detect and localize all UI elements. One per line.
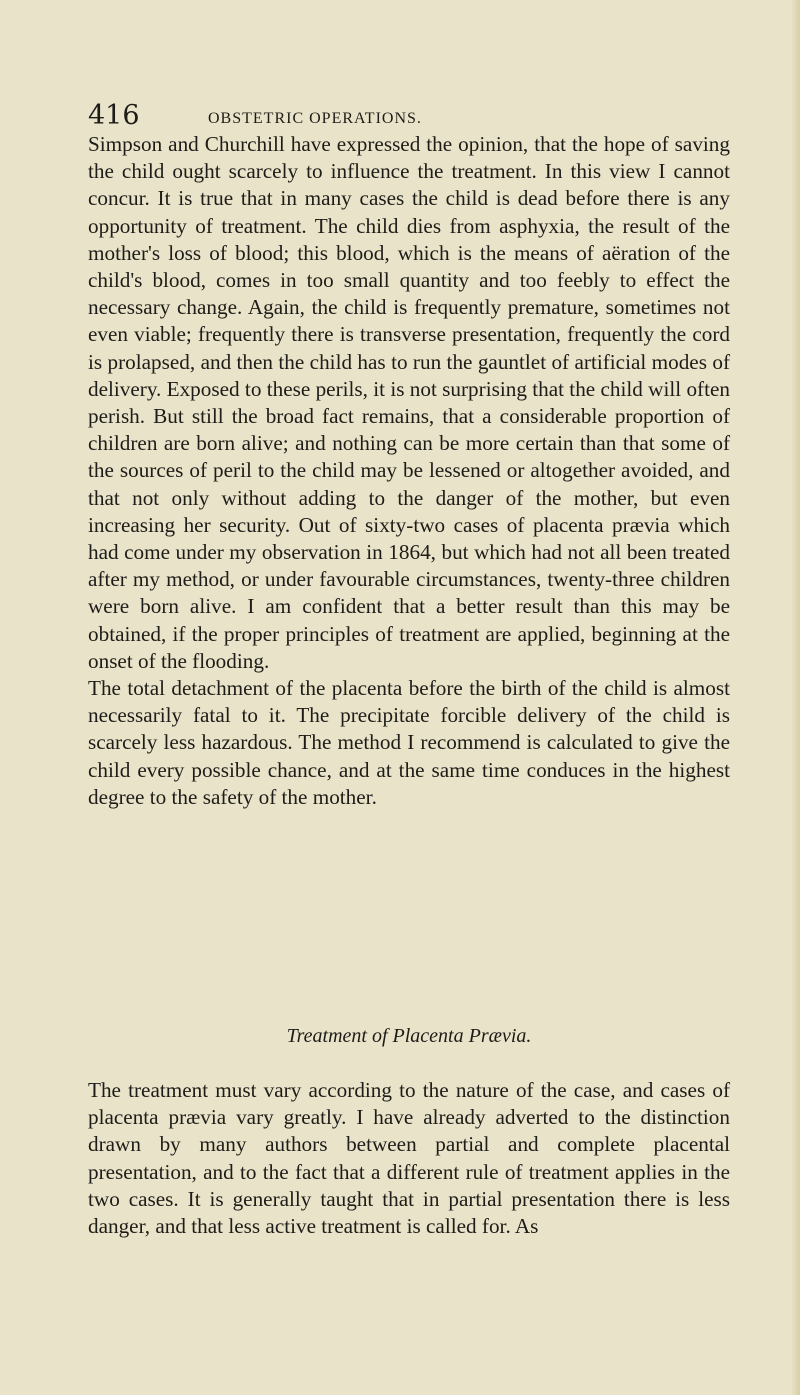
- main-text: [88, 131, 730, 811]
- section-heading: Treatment of Placenta Prævia.: [286, 1025, 532, 1047]
- paragraph-3: The treatment must vary according to the nature of the case, and cases of placenta prævia vary greatly. I have already adverted to the distinction drawn by many authors between partial and complete placental presentation, and to the fact that a different rule of treatment applies in the two cases. It is generally taught that in partial presentation there is less danger, and that less active treatment is called for. As: [88, 1078, 730, 1239]
- section-text: [88, 1077, 730, 1240]
- paragraph-1: Simpson and Churchill have expressed the opinion, that the hope of saving the child ought scarcely to influence the treatment. In this view I cannot concur. It is true that in many cases the child is dead before there is any opportunity of treatment. The child dies from asphyxia, the result of the mother's loss of blood; this blood, which is the means of aëration of the child's blood, comes in too small quantity and too feebly to effect the necessary change. Again, the child is frequently premature, sometimes not even viable; frequently there is transverse presentation, frequently the cord is prolapsed, and then the child has to run the gauntlet of artificial modes of delivery. Exposed to these perils, it is not surprising that the child will often perish. But still the broad fact remains, that a considerable proportion of children are born alive; and nothing can be more certain than that some of the sources of peril to the child may be lessened or altogether avoided, and that not only without adding to the danger of the mother, but even increasing her security. Out of sixty-two cases of placenta prævia which had come under my observation in 1864, but which had not all been treated after my method, or under favourable circumstances, twenty-three children were born alive. I am confident that a better result than this may be obtained, if the proper principles of treatment are applied, beginning at the onset of the flooding.: [88, 132, 730, 673]
- paragraph-2-text: The total detachment of the placenta before the birth of the child is almost necessarily fatal to it. The precipitate forcible delivery of the child is scarcely less hazardous. The method I recommend is calculated to give the child every possible chance, and at the same time conduces in the highest degree to the safety of the mother.: [88, 676, 730, 809]
- page-edge: [792, 0, 800, 1395]
- paragraph-2: [88, 675, 730, 811]
- running-title: OBSTETRIC OPERATIONS.: [208, 110, 422, 127]
- page-number: 416: [88, 100, 140, 131]
